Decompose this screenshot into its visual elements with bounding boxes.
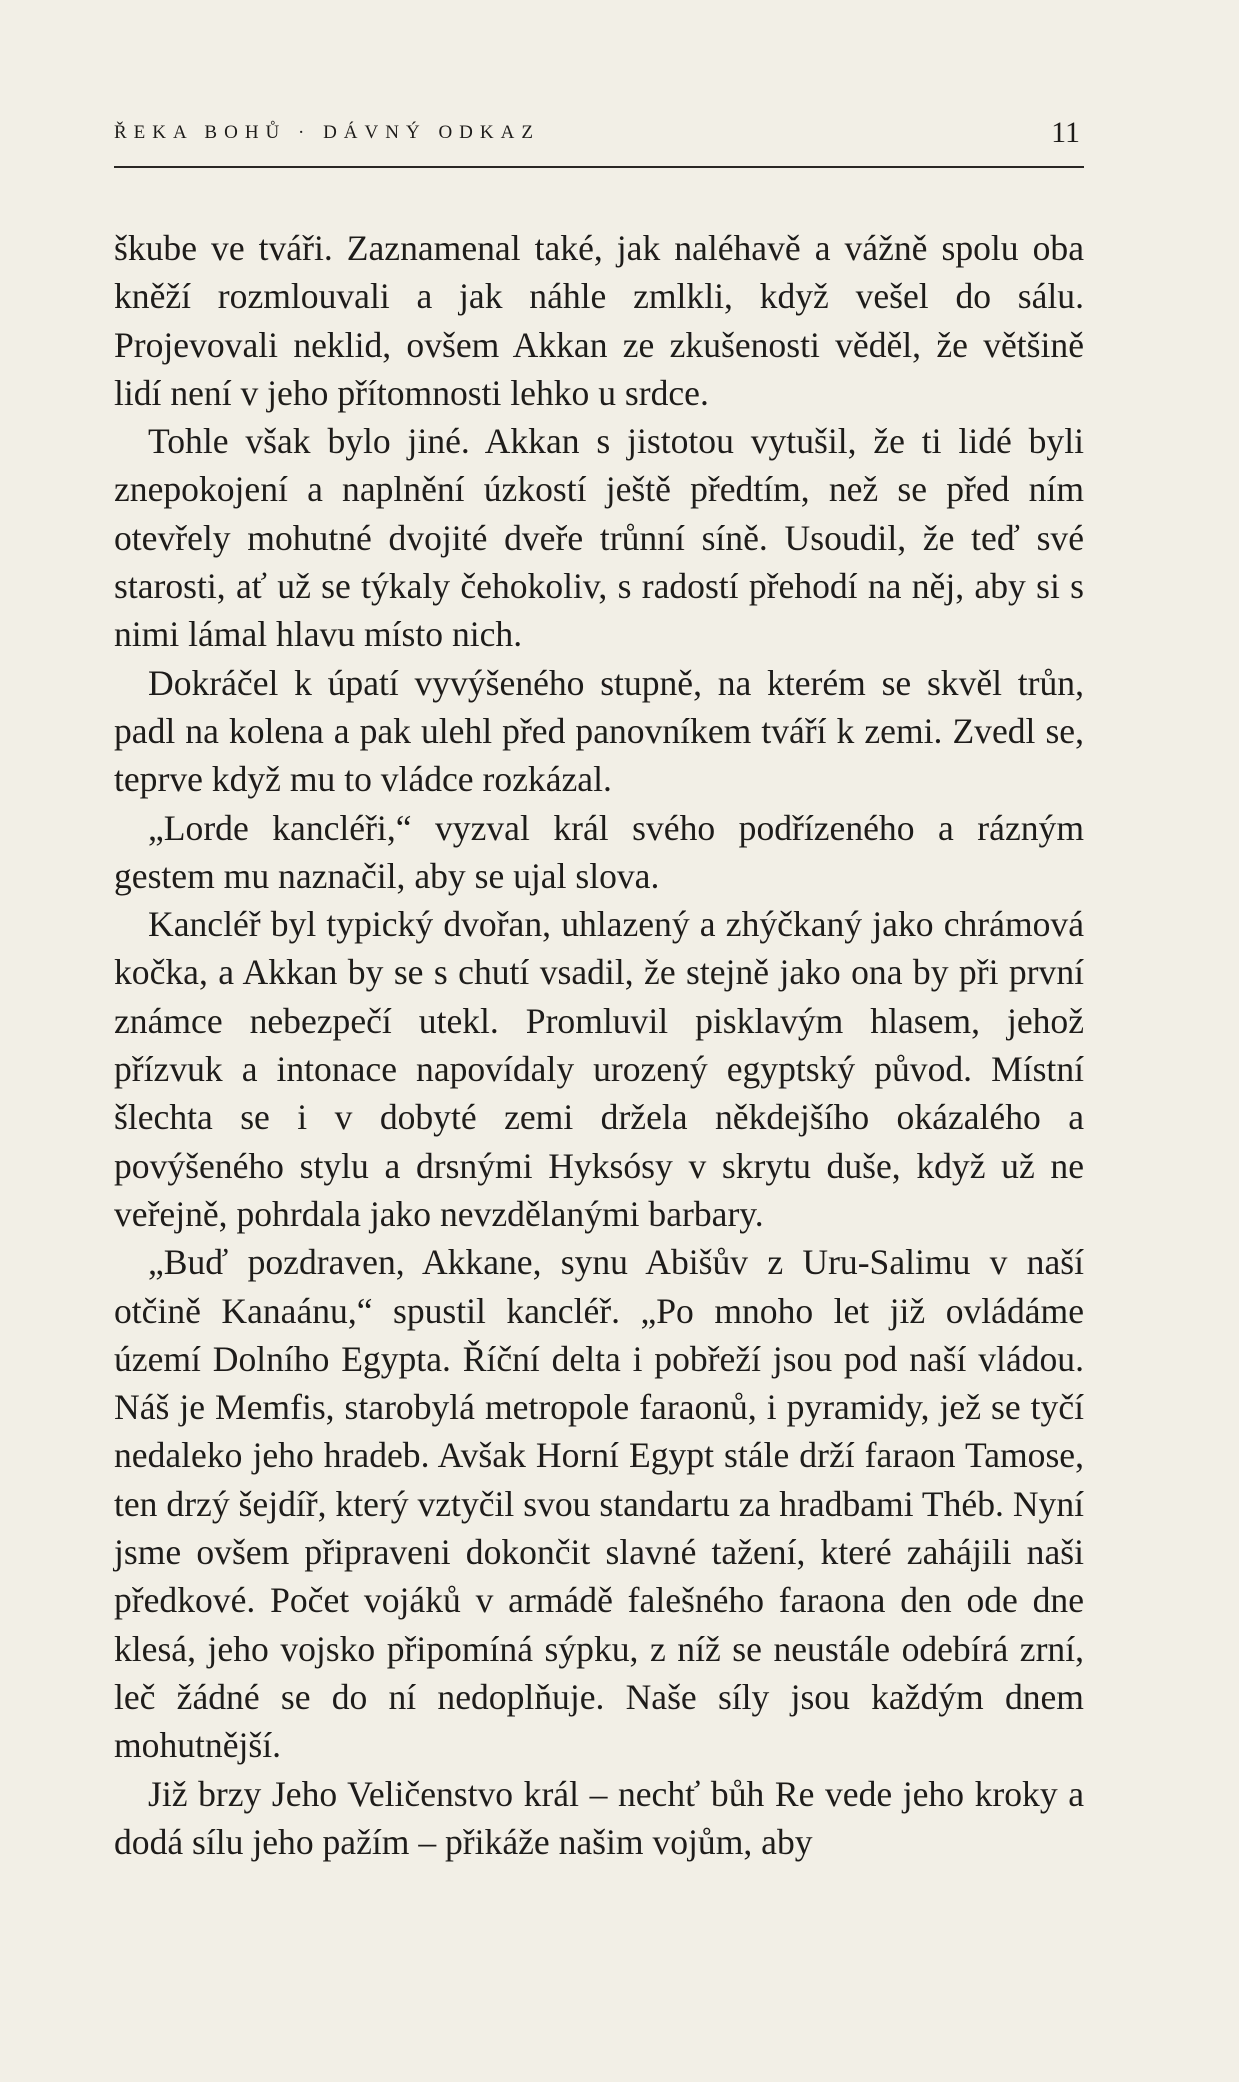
paragraph: Dokráčel k úpatí vyvýšeného stupně, na kterém se skvěl trůn, padl na kolena a pak ulehl před panovníkem tváří k zemi. Zvedl se, teprve když mu to vládce rozkázal. <box>114 662 1084 800</box>
paragraph: „Buď pozdraven, Akkane, synu Abišův z Uru-Salimu v naší otčině Kanaánu,“ spustil kancléř. „Po mnoho let již ovládáme území Dolního Egypta. Říční delta i pobřeží jsou pod naší vládou. Náš je Memfis, starobylá metropole faraonů, i pyramidy, jež se tyčí nedaleko jeho hradeb. Avšak Horní Egypt stále drží faraon Tamose, ten drzý šejdíř, který vztyčil svou standartu za hradbami Théb. Nyní jsme ovšem připraveni dokončit slavné tažení, které zahájili naši předkové. Počet vojáků v armádě falešného faraona den ode dne klesá, jeho vojsko připomíná sýpku, z níž se neustále odebírá zrní, leč žádné se do ní nedoplňuje. Naše síly jsou každým dnem mohutnější. <box>114 1242 1084 1766</box>
running-header <box>114 116 1084 156</box>
header-rule <box>114 166 1084 168</box>
running-title: ŘEKA BOHŮ · DÁVNÝ ODKAZ <box>114 122 540 143</box>
page-number: 11 <box>1051 116 1080 149</box>
paragraph: „Lorde kancléři,“ vyzval král svého podřízeného a rázným gestem mu naznačil, aby se ujal slova. <box>114 807 1084 896</box>
paragraph: Kancléř byl typický dvořan, uhlazený a zhýčkaný jako chrámová kočka, a Akkan by se s chutí vsadil, že stejně jako ona by při první známce nebezpečí utekl. Promluvil pisklavým hlasem, jehož přízvuk a intonace napovídaly urozený egyptský původ. Místní šlechta se i v dobyté zemi držela někdejšího okázalého a povýšeného stylu a drsnými Hyksósy v skrytu duše, když už ne veřejně, pohrdala jako nevzdělanými barbary. <box>114 904 1084 1234</box>
paragraph: Tohle však bylo jiné. Akkan s jistotou vytušil, že ti lidé byli znepokojení a naplnění úzkostí ještě předtím, než se před ním otevřely mohutné dvojité dveře trůnní síně. Usoudil, že teď své starosti, ať už se týkaly čehokoliv, s radostí přehodí na něj, aby si s nimi lámal hlavu místo nich. <box>114 421 1084 655</box>
body-text <box>114 224 1084 1866</box>
paragraph: Již brzy Jeho Veličenstvo král – nechť bůh Re vede jeho kroky a dodá sílu jeho pažím – přikáže našim vojům, aby <box>114 1773 1084 1862</box>
paragraph: škube ve tváři. Zaznamenal také, jak naléhavě a vážně spolu oba kněží rozmlouvali a jak náhle zmlkli, když vešel do sálu. Projevovali neklid, ovšem Akkan ze zkušenosti věděl, že většině lidí není v jeho přítomnosti lehko u srdce. <box>114 228 1084 413</box>
